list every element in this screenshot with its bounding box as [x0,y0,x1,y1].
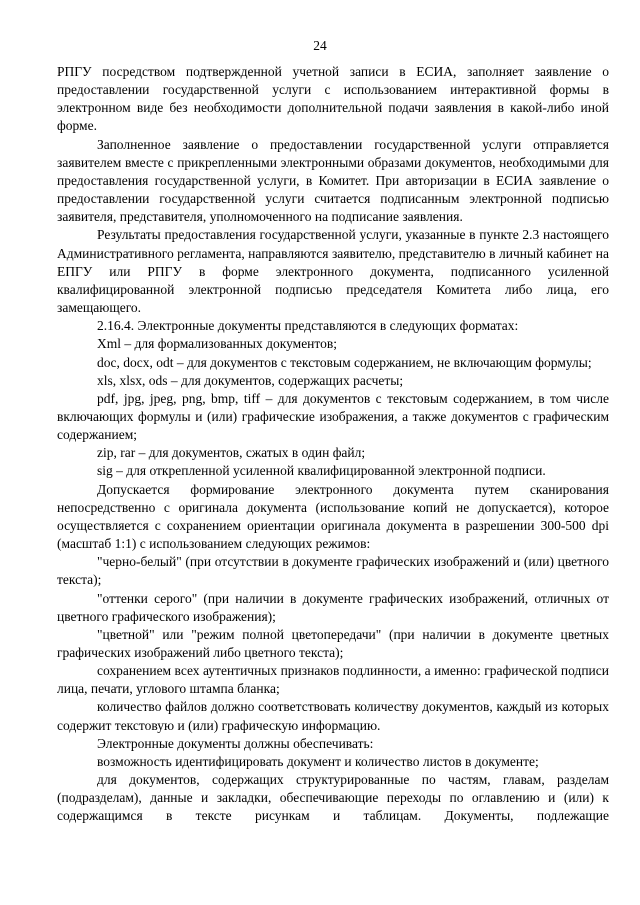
scan-mode-grayscale: "оттенки серого" (при наличии в документе графических изображений, отличных от цветного графического изображения); [57,590,609,624]
page-number: 24 [313,38,327,53]
paragraph-file-count: количество файлов должно соответствовать количеству документов, каждый из которых содержит текстовую и (или) графическую информацию. [57,699,609,733]
format-item-xml: Xml – для формализованных документов; [97,336,338,352]
format-item-doc: doc, docx, odt – для документов с текстовым содержанием, не включающим формулы; [97,354,592,370]
paragraph-documents-must-ensure: Электронные документы должны обеспечивать: [97,735,374,751]
format-item-zip: zip, rar – для документов, сжатых в один файл; [97,445,366,461]
requirement-identify-document: возможность идентифицировать документ и количество листов в документе; [97,753,539,769]
scan-mode-color: "цветной" или "режим полной цветопередачи" (при наличии в документе цветных графических изображений либо цветного текста); [57,626,609,660]
format-item-xls: xls, xlsx, ods – для документов, содержащих расчеты; [97,372,404,388]
format-item-pdf: pdf, jpg, jpeg, png, bmp, tiff – для документов с текстовым содержанием, в том числе включающих формулы и (или) графические изображения, а также документов с графическим содержанием; [57,390,609,443]
paragraph-service-results: Результаты предоставления государственной услуги, указанные в пункте 2.3 настоящего Административного регламента, направляются заявителю, представителю в личный кабинет на ЕПГУ или РПГУ в форме электронного документа, подписанного усиленной квалифицированной электронной подписью председателя Комитета либо лица, его замещающего. [57,227,609,316]
paragraph-authenticity: сохранением всех аутентичных признаков подлинности, а именно: графической подписи лица, печати, углового штампа бланка; [57,663,609,697]
format-item-sig: sig – для открепленной усиленной квалифицированной электронной подписи. [97,463,546,479]
paragraph-scanning: Допускается формирование электронного документа путем сканирования непосредственно с оригинала документа (использование копий не допускается), которое осуществляется с сохранением ориентации оригинала документа в разрешении 300-500 dpi (масштаб 1:1) с использованием следующих режимов: [57,481,609,552]
paragraph-completed-application: Заполненное заявление о предоставлении государственной услуги отправляется заявителем вместе с прикрепленными электронными образами документов, необходимыми для предоставления государственной услуги, в Комитет. При авторизации в ЕСИА заявление о предоставлении государственной услуги считается подписанным электронной подписью заявителя, представителя, уполномоченного на подписание заявления. [57,136,609,225]
requirement-structured-documents: для документов, содержащих структурированные по частям, главам, разделам (подразделам), данные и закладки, обеспечивающие переходы по оглавлению и (или) к содержащимся в тексте рисункам и таблицам. Документы, подлежащие [57,772,609,824]
paragraph-2-16-4-formats: 2.16.4. Электронные документы представляются в следующих форматах: [97,318,519,334]
document-body [57,63,609,826]
paragraph-continuation-rpgu: РПГУ посредством подтвержденной учетной записи в ЕСИА, заполняет заявление о предоставлении государственной услуги с использованием интерактивной формы в электронном виде без необходимости дополнительной подачи заявления в какой-либо иной форме. [57,64,609,134]
scan-mode-black-white: "черно-белый" (при отсутствии в документе графических изображений и (или) цветного текста); [57,554,609,588]
